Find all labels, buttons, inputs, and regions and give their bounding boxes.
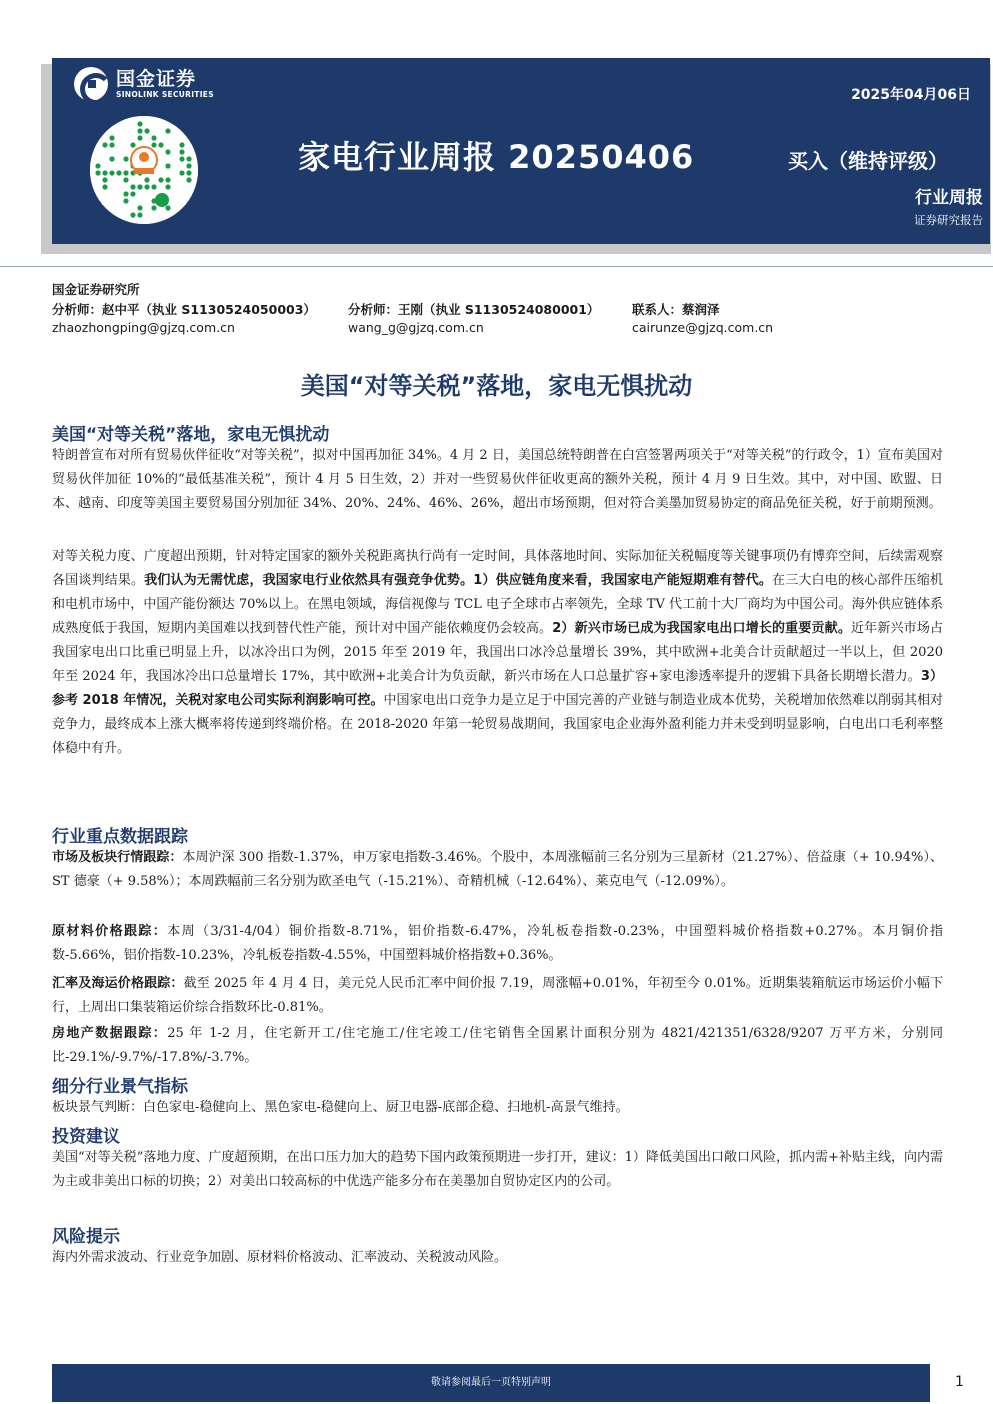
institute-name: 国金证券研究所 bbox=[52, 282, 140, 297]
section-heading-investment: 投资建议 bbox=[52, 1127, 120, 1147]
paragraph-raw-material: 原材料价格跟踪：本周（3/31-4/04）铜价指数-8.71%，铝价指数-6.47%，冷轧板卷指数-0.23%，中国塑料城价格指数+0.27%。本月铜价指数-5.66%，铝价指数-10.23%，冷轧板卷指数-4.55%，中国塑料城价格指数+0.36%。 bbox=[52, 924, 943, 963]
report-subtype: 证券研究报告 bbox=[914, 213, 983, 227]
logo-name-cn: 国金证券 bbox=[116, 68, 197, 90]
contact-person: 联系人：蔡润泽 bbox=[632, 302, 720, 317]
paragraph-real-estate: 房地产数据跟踪：25 年 1-2 月，住宅新开工/住宅施工/住宅竣工/住宅销售全国累计面积分别为 4821/421351/6328/9207 万平方米，分别同比-29.1%/-9.7%/-17.8%/-3.7%。 bbox=[52, 1026, 943, 1065]
paragraph-risk: 海内外需求波动、行业竞争加剧、原材料价格波动、汇率波动、关税波动风险。 bbox=[52, 1250, 508, 1265]
report-date: 2025年04月06日 bbox=[851, 87, 971, 103]
main-title: 美国“对等关税”落地，家电无惧扰动 bbox=[300, 372, 693, 400]
section-heading-data-tracking: 行业重点数据跟踪 bbox=[52, 827, 188, 847]
analyst-2: 分析师：王刚（执业 S1130524080001） bbox=[348, 302, 600, 317]
email-link-3[interactable]: cairunze@gjzq.com.cn bbox=[632, 320, 774, 335]
rating-label: 买入（维持评级） bbox=[788, 149, 948, 173]
paragraph-tariff-overview: 特朗普宣布对所有贸易伙伴征收“对等关税”，拟对中国再加征 34%。4 月 2 日，美国总统特朗普在白宫签署两项关于“对等关税”的行政令，1）宣布美国对贸易伙伴加征 10%的“最低基准关税”，预计 4 月 5 日生效，2）并对一些贸易伙伴征收更高的额外关税，预计 4 月 9 日生效。其中，对中国、欧盟、日本、越南、印度等美国主要贸易国分别加征 34%、20%、24%、46%、26%，超出市场预期，但对符合美墨加贸易协定的商品免征关税，好于前期预测。 bbox=[52, 448, 943, 511]
section-heading-risk: 风险提示 bbox=[52, 1227, 120, 1247]
footer-disclaimer[interactable]: 敬请参阅最后一页特别声明 bbox=[52, 1364, 930, 1402]
paragraph-market-tracking: 市场及板块行情跟踪：本周沪深 300 指数-1.37%，申万家电指数-3.46%。个股中，本周涨幅前三名分别为三星新材（21.27%）、倍益康（+ 10.94%）、ST 德豪（+ 9.58%）；本周跌幅前三名分别为欧圣电气（-15.21%）、奇精机械（-12.64%）、莱克电气（-12.09%）。 bbox=[52, 850, 943, 889]
paragraph-sentiment: 板块景气判断：白色家电-稳健向上、黑色家电-稳健向上、厨卫电器-底部企稳、扫地机-高景气维持。 bbox=[52, 1100, 629, 1115]
header-divider bbox=[0, 266, 993, 267]
report-type: 行业周报 bbox=[915, 188, 983, 208]
analyst-1: 分析师：赵中平（执业 S1130524050003） bbox=[52, 302, 316, 317]
email-link-2[interactable]: wang_g@gjzq.com.cn bbox=[348, 320, 484, 335]
paragraph-fx-shipping: 汇率及海运价格跟踪：截至 2025 年 4 月 4 日，美元兑人民币汇率中间价报 7.19，周涨幅+0.01%，年初至今 0.01%。近期集装箱航运市场运价小幅下行，上周出口集装箱运价综合指数环比-0.81%。 bbox=[52, 976, 943, 1015]
sinolink-logo-icon bbox=[74, 67, 108, 101]
paragraph-investment: 美国“对等关税”落地力度、广度超预期，在出口压力加大的趋势下国内政策预期进一步打开，建议：1）降低美国出口敞口风险，抓内需+补贴主线，向内需为主或非美出口标的切换；2）对美出口较高标的中优选产能多分布在美墨加自贸协定区内的公司。 bbox=[52, 1150, 943, 1189]
email-link-1[interactable]: zhaozhongping@gjzq.com.cn bbox=[52, 320, 235, 335]
section-heading-sentiment: 细分行业景气指标 bbox=[52, 1077, 188, 1097]
page-number: 1 bbox=[955, 1374, 964, 1390]
paragraph-tariff-analysis: 对等关税力度、广度超出预期，针对特定国家的额外关税距离执行尚有一定时间，具体落地时间、实际加征关税幅度等关键事项仍有博弈空间，后续需观察各国谈判结果。我们认为无需忧虑，我国家电行业依然具有强竞争优势。1）供应链角度来看，我国家电产能短期难有替代。在三大白电的核心部件压缩机和电机市场中，中国产能份额达 70%以上。在黑电领域，海信视像与 TCL 电子全球市占率领先，全球 TV 代工前十大厂商均为中国公司。海外供应链体系成熟度低于我国，短期内美国难以找到替代性产能，预计对中国产能依赖度仍会较高。2）新兴市场已成为我国家电出口增长的重要贡献。近年新兴市场占我国家电出口比重已明显上升，以冰冷出口为例，2015 年至 2019 年，我国出口冰冷总量增长 39%，其中欧洲+北美合计贡献超过一半以上，但 2020 年至 2024 年，我国冰冷出口总量增长 17%，其中欧洲+北美合计为负贡献，新兴市场在人口总量扩容+家电渗透率提升的逻辑下具备长期增长潜力。3）参考 2018 年情况，关税对家电公司实际利润影响可控。中国家电出口竞争力是立足于中国完善的产业链与制造业成本优势，关税增加依然难以削弱其相对竞争力，最终成本上涨大概率将传递到终端价格。在 2018-2020 年第一轮贸易战期间，我国家电企业海外盈利能力并未受到明显影响，白电出口毛利率整体稳中有升。 bbox=[52, 549, 943, 756]
section-heading-tariff: 美国“对等关税”落地，家电无惧扰动 bbox=[52, 425, 330, 445]
report-title: 家电行业周报 20250406 bbox=[298, 138, 695, 176]
sinolink-logo bbox=[74, 67, 214, 101]
qr-code-icon[interactable] bbox=[90, 116, 198, 224]
logo-name-en: SINOLINK SECURITIES bbox=[116, 90, 214, 99]
